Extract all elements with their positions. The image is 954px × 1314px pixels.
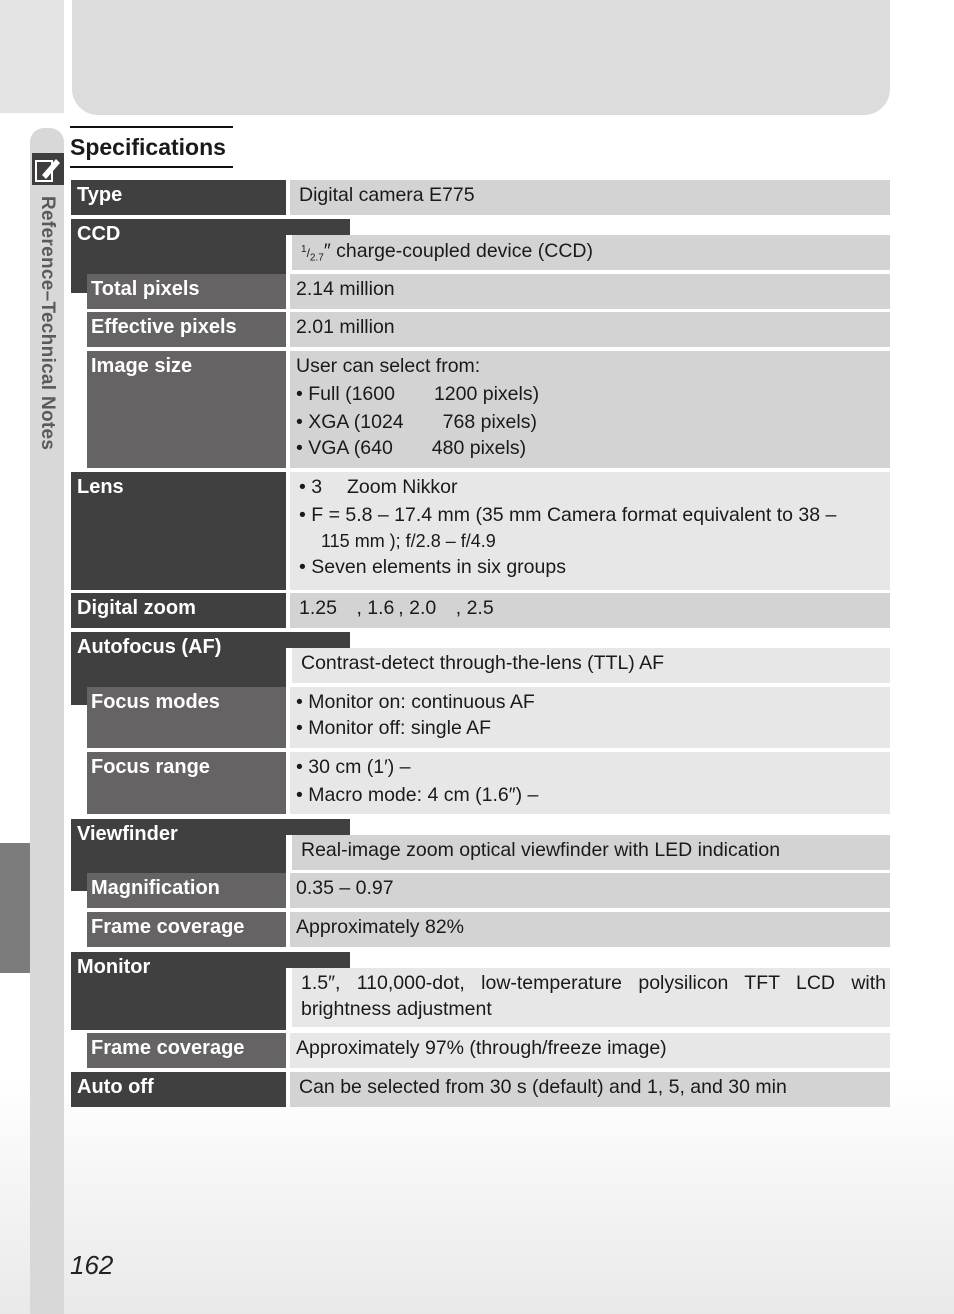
spec-focus-range-label: Focus range: [87, 752, 286, 814]
side-tab-marker: [0, 843, 30, 973]
spec-lens-value: [290, 472, 890, 590]
spec-focus-modes-label: Focus modes: [87, 687, 286, 748]
lens-line: • 3 Zoom Nikkor: [299, 476, 458, 498]
spec-type-value: Digital camera E775: [290, 180, 890, 215]
lens-line: • Seven elements in six groups: [299, 556, 566, 578]
spec-monitor-frame-coverage-label: Frame coverage: [87, 1033, 286, 1068]
header-panel: [72, 0, 890, 115]
spec-digital-zoom-label: Digital zoom: [71, 593, 286, 628]
spec-focus-modes-value: [290, 687, 890, 748]
spec-image-size-value: [290, 351, 890, 468]
image-size-option: • XGA (1024 768 pixels): [296, 411, 537, 433]
image-size-option: • VGA (640 480 pixels): [296, 437, 527, 459]
spec-viewfinder-label: Viewfinder: [71, 819, 286, 891]
spec-lens-label: Lens: [71, 472, 286, 590]
focus-mode-line: • Monitor on: continuous AF: [296, 691, 535, 713]
page-title: Specifications: [70, 126, 233, 168]
spec-auto-off-label: Auto off: [71, 1072, 286, 1107]
section-label: Reference–Technical Notes: [37, 196, 58, 451]
spec-type-label: Type: [71, 180, 286, 215]
spec-ccd-label: CCD: [71, 219, 286, 293]
spec-viewfinder-value: Real-image zoom optical viewfinder with LED indication: [292, 835, 890, 870]
spec-total-pixels-label: Total pixels: [87, 274, 286, 309]
spec-magnification-label: Magnification: [87, 873, 286, 908]
focus-mode-line: • Monitor off: single AF: [296, 717, 492, 739]
spec-autofocus-label: Autofocus (AF): [71, 632, 286, 705]
spec-autofocus-value: Contrast-detect through-the-lens (TTL) AF: [292, 648, 890, 683]
spec-auto-off-value: Can be selected from 30 s (default) and 1, 5, and 30 min: [290, 1072, 890, 1107]
spec-monitor-frame-coverage-value: Approximately 97% (through/freeze image): [290, 1033, 890, 1068]
spec-total-pixels-value: 2.14 million: [290, 274, 890, 309]
top-left-band: [0, 0, 64, 113]
focus-range-line: • 30 cm (1′) –: [296, 756, 411, 778]
spec-viewfinder-frame-coverage-label: Frame coverage: [87, 912, 286, 947]
lens-line: • F = 5.8 – 17.4 mm (35 mm Camera format equivalent to 38 –: [299, 504, 837, 526]
pencil-icon: [32, 153, 64, 185]
spec-focus-range-value: [290, 752, 890, 814]
page-number: 162: [70, 1250, 114, 1280]
spec-image-size-label: Image size: [87, 351, 286, 468]
spec-ccd-value: [292, 235, 890, 270]
image-size-intro: User can select from:: [296, 355, 481, 377]
spec-digital-zoom-value: 1.25 , 1.6 , 2.0 , 2.5: [290, 593, 890, 628]
spec-monitor-value: 1.5″, 110,000-dot, low-temperature polysilicon TFT LCD with brightness adjustment: [292, 968, 890, 1027]
image-size-option: • Full (1600 1200 pixels): [296, 383, 540, 405]
focus-range-line: • Macro mode: 4 cm (1.6″) –: [296, 784, 539, 806]
lens-line: 115 mm ); f/2.8 – f/4.9: [321, 531, 496, 551]
spec-monitor-label: Monitor: [71, 952, 286, 1030]
spec-magnification-value: 0.35 – 0.97: [290, 873, 890, 908]
ccd-fraction: $^1/_{2.7}$: [301, 244, 324, 264]
spec-viewfinder-frame-coverage-value: Approximately 82%: [290, 912, 890, 947]
spec-effective-pixels-label: Effective pixels: [87, 312, 286, 347]
spec-effective-pixels-value: 2.01 million: [290, 312, 890, 347]
ccd-value-text: ″ charge-coupled device (CCD): [323, 240, 593, 262]
